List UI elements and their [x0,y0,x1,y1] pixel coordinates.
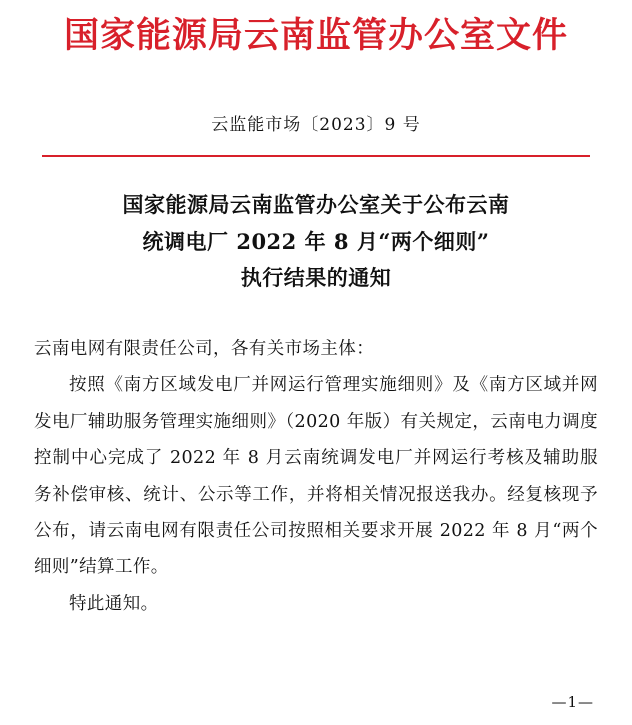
document-header-title: 国家能源局云南监管办公室文件 [63,15,568,56]
red-separator-rule [42,155,590,157]
body-paragraph-1: 按照《南方区域发电厂并网运行管理实施细则》及《南方区域并网发电厂辅助服务管理实施细则》（2020 年版）有关规定，云南电力调度控制中心完成了 2022 年 8 月云南统调发电厂并网运行考核及辅助服务补偿审核、统计、公示等工作，并将相关情况报送我办。经复核现予公布，请云南电网有限责任公司按照相关要求开展 2022 年 8 月“两个细则”结算工作。 [34,375,598,578]
document-title-line-2: 统调电厂 2022 年 8 月“两个细则” [142,228,490,254]
document-title [86,187,546,297]
document-title-line-1: 国家能源局云南监管办公室关于公布云南 [122,191,510,217]
document-title-line-3: 执行结果的通知 [240,265,392,291]
page-number: —1— [551,693,594,711]
salutation: 云南电网有限责任公司，各有关市场主体： [34,339,375,359]
document-body [34,331,598,622]
document-page [0,14,632,725]
document-number: 云监能市场〔2023〕9 号 [211,114,421,135]
body-paragraph-2: 特此通知。 [69,593,159,614]
